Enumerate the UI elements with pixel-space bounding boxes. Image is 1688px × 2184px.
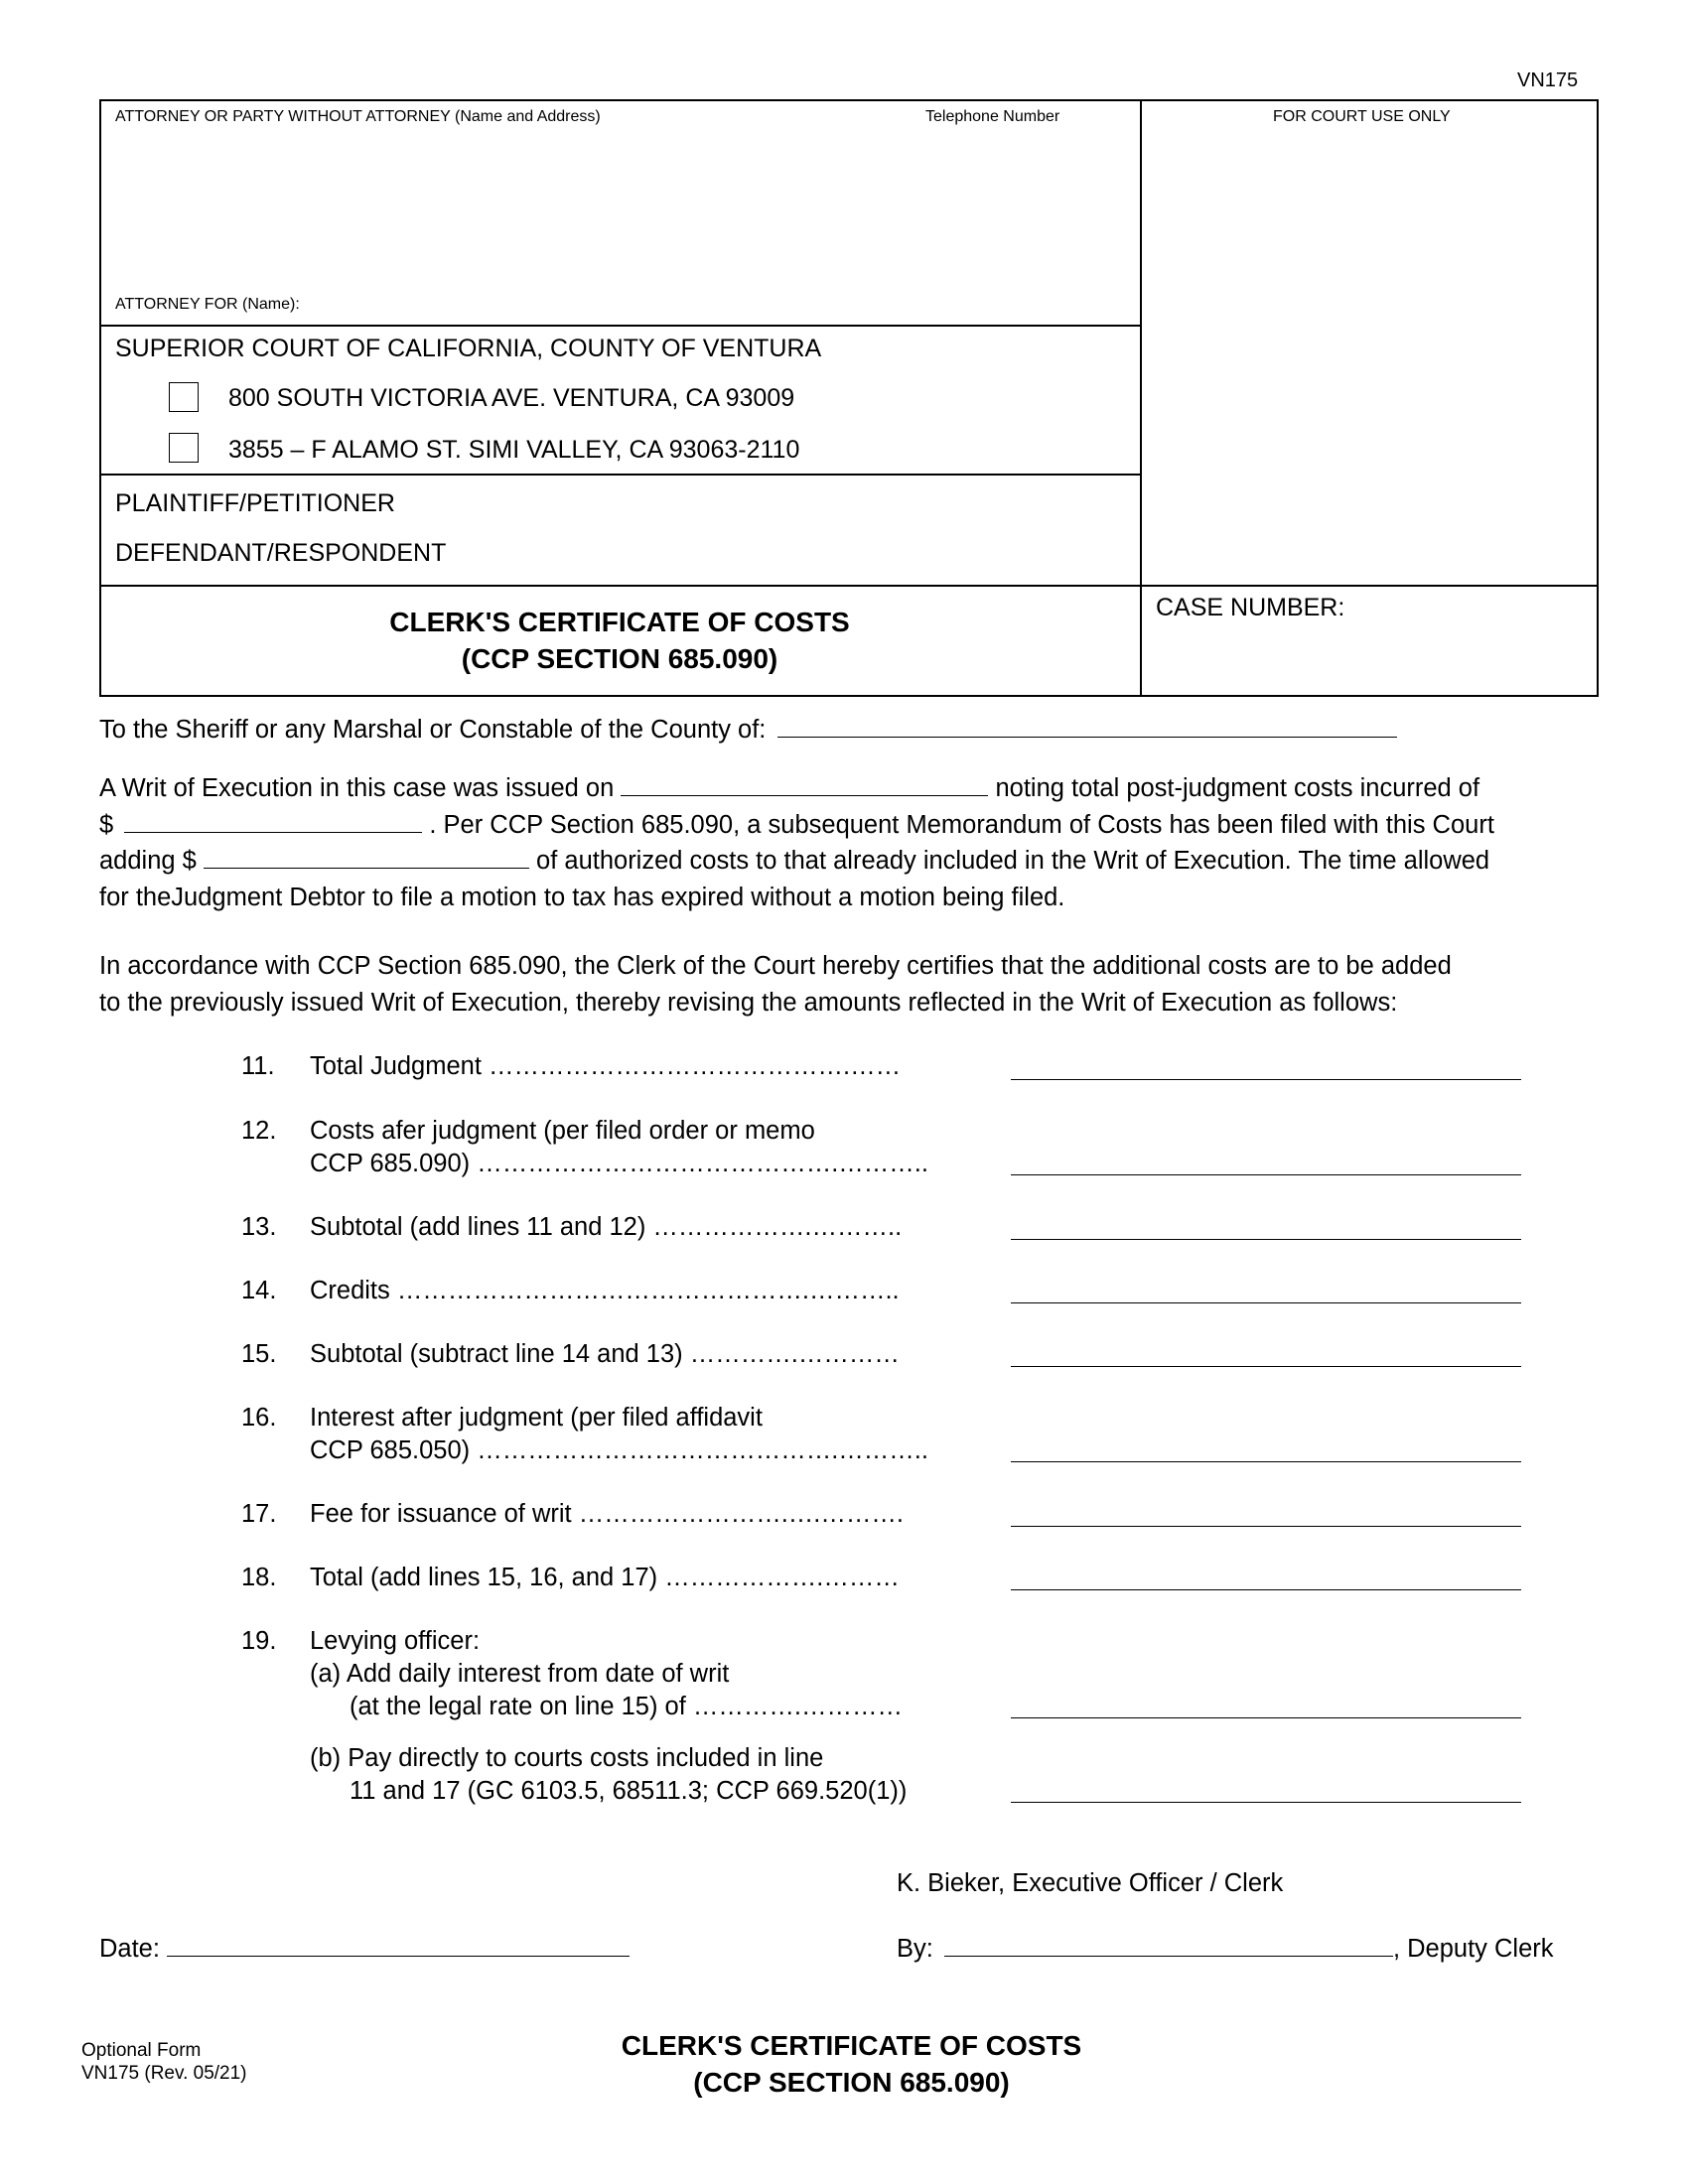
- costs-after-judgment-field[interactable]: [1011, 1174, 1521, 1175]
- total-field[interactable]: [1011, 1589, 1521, 1590]
- address-ventura: 800 SOUTH VICTORIA AVE. VENTURA, CA 93009: [228, 384, 795, 412]
- added-costs-field[interactable]: [204, 846, 529, 869]
- footer-form-info: Optional Form VN175 (Rev. 05/21): [81, 2040, 247, 2084]
- date-line: Date:: [99, 1934, 630, 1964]
- date-field[interactable]: [167, 1934, 630, 1957]
- form-code: VN175: [1517, 69, 1579, 91]
- defendant-label: DEFENDANT/RESPONDENT: [115, 539, 447, 567]
- plaintiff-label: PLAINTIFF/PETITIONER: [115, 489, 395, 517]
- interest-after-judgment-field[interactable]: [1011, 1461, 1521, 1462]
- writ-fee-field[interactable]: [1011, 1526, 1521, 1527]
- by-line: By: , Deputy Clerk: [897, 1935, 1554, 1963]
- writ-paragraph: A Writ of Execution in this case was issued on noting total post-judgment costs incurred of $ . Per CCP Section 685.090, a subsequent Memorandum of Costs has been filed with this Court adding $ of authorized costs to that already included in the Writ of Execution. The time allowed for theJudgment Debtor to file a motion to tax has expired without a motion being filed.: [99, 774, 1494, 911]
- attorney-label: ATTORNEY OR PARTY WITHOUT ATTORNEY (Name and Address): [115, 108, 601, 125]
- address-simi-valley: 3855 – F ALAMO ST. SIMI VALLEY, CA 93063-2110: [228, 436, 800, 464]
- attorney-for-label: ATTORNEY FOR (Name):: [115, 296, 300, 313]
- certification-paragraph: In accordance with CCP Section 685.090, the Clerk of the Court hereby certifies that the additional costs are to be added to the previously issued Writ of Execution, thereby revising the amounts reflected in the Writ of Execution as follows:: [99, 952, 1452, 1017]
- subtotal-15-field[interactable]: [1011, 1366, 1521, 1367]
- daily-interest-field[interactable]: [1011, 1717, 1521, 1718]
- court-use-label: FOR COURT USE ONLY: [1273, 108, 1451, 125]
- deputy-signature-field[interactable]: [944, 1934, 1393, 1957]
- footer-title: CLERK'S CERTIFICATE OF COSTS (CCP SECTION 685.090): [621, 2030, 1082, 2098]
- writ-issued-date-field[interactable]: [621, 773, 988, 796]
- post-judgment-costs-field[interactable]: [124, 810, 422, 833]
- executive-officer: K. Bieker, Executive Officer / Clerk: [897, 1869, 1284, 1897]
- county-line: To the Sheriff or any Marshal or Constable of the County of:: [99, 712, 1599, 749]
- checkbox-simi-valley[interactable]: [169, 433, 199, 463]
- telephone-label: Telephone Number: [925, 108, 1060, 125]
- credits-field[interactable]: [1011, 1302, 1521, 1303]
- court-name: SUPERIOR COURT OF CALIFORNIA, COUNTY OF VENTURA: [115, 335, 822, 362]
- caption-divider: [1140, 99, 1142, 697]
- checkbox-ventura[interactable]: [169, 382, 199, 412]
- case-number-label: CASE NUMBER:: [1156, 594, 1345, 621]
- court-costs-field[interactable]: [1011, 1802, 1521, 1803]
- form-title: CLERK'S CERTIFICATE OF COSTS (CCP SECTION 685.090): [389, 607, 850, 674]
- county-field[interactable]: [777, 715, 1397, 738]
- subtotal-13-field[interactable]: [1011, 1239, 1521, 1240]
- total-judgment-field[interactable]: [1011, 1079, 1521, 1080]
